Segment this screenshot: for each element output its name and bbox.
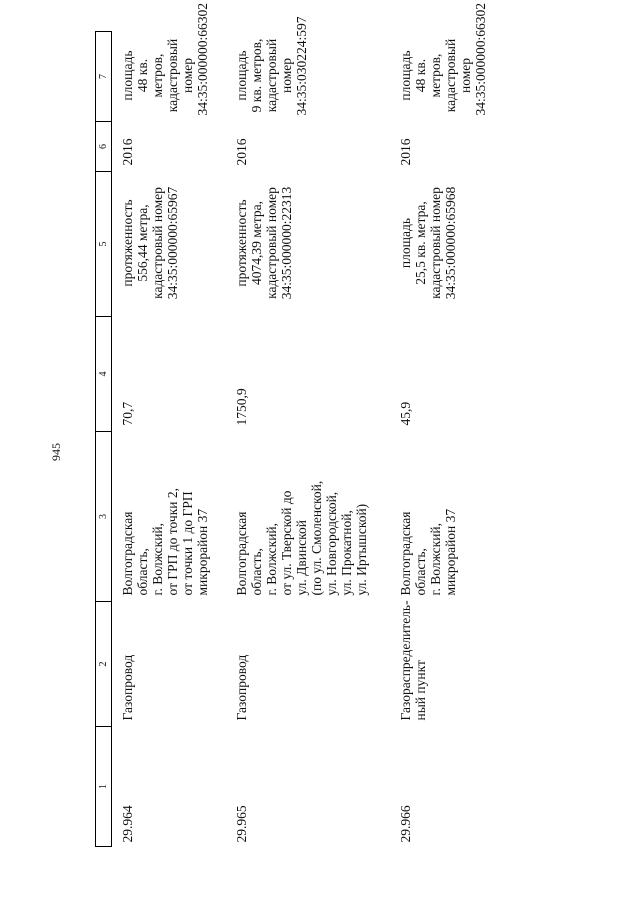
extra-line: 48 кв. метров, [413,53,443,98]
object-year: 2016 [398,138,413,166]
object-extra [112,2,227,122]
table-row [112,32,227,847]
address-line: Волгоградская [398,511,413,596]
address-line: ул. Двинской [294,519,309,596]
address-line: г. Волжский, [428,522,443,596]
object-year: 2016 [120,138,135,166]
address-line: ул. Новгородской, [324,491,339,596]
extra-line: 34:35:000000:66302 [473,2,488,116]
header-row [96,32,112,847]
col-header-4: 4 [96,317,112,432]
characteristics-line: 4074,39 метра, [249,201,264,285]
object-name: Газораспределитель-ный пункт [398,600,428,721]
address-line: ул. Иртышской) [354,503,369,596]
extra-line: кадастровый номер [443,38,473,113]
row-number: 29.966 [398,805,413,843]
object-address [112,432,227,602]
characteristics-line: 34:35:000000:22313 [279,186,294,300]
extra-line: площадь [234,50,249,101]
extra-line: 48 кв. метров, [135,53,165,98]
object-value: 1750,9 [234,388,249,426]
extra-line: 9 кв. метров, [249,38,264,113]
characteristics-line: кадастровый номер [428,187,443,299]
characteristics-line: 25,5 кв. метра, [413,201,428,285]
address-line: область, [249,548,264,596]
object-value: 70,7 [120,401,135,426]
characteristics-line: площадь [398,217,413,269]
col-header-6: 6 [96,122,112,172]
address-line: микрорайон 37 [443,508,458,596]
address-line: от ГРП до точки 2, [165,488,180,596]
extra-line: 34:35:030224:597 [294,16,309,116]
object-characteristics [112,172,227,317]
object-extra [390,2,524,122]
characteristics-line: кадастровый номер [150,187,165,299]
object-address [390,432,524,602]
address-line: г. Волжский, [264,522,279,596]
col-header-2: 2 [96,602,112,727]
object-name: Газопровод [234,654,249,721]
address-line: Волгоградская [120,511,135,596]
address-line: область, [413,548,428,596]
col-header-1: 1 [96,727,112,847]
extra-line: кадастровый номер [165,38,195,113]
col-header-7: 7 [96,32,112,122]
characteristics-line: кадастровый номер [264,187,279,299]
characteristics-line: протяженность [120,199,135,287]
table-row [226,32,390,847]
address-line: от ул. Тверской до [279,490,294,596]
extra-line: 34:35:000000:66302 [195,2,210,116]
object-value: 45,9 [398,401,413,426]
object-address [226,432,390,602]
property-table [95,2,524,847]
characteristics-line: 34:35:000000:65967 [165,186,180,300]
object-characteristics [226,172,390,317]
col-header-3: 3 [96,432,112,602]
col-header-5: 5 [96,172,112,317]
object-name: Газопровод [120,654,135,721]
row-number: 29.965 [234,805,249,843]
extra-line: кадастровый номер [264,38,294,113]
rotated-table-container [95,2,600,847]
object-characteristics [390,172,524,317]
row-number: 29.964 [120,805,135,843]
characteristics-line: 34:35:000000:65968 [443,186,458,300]
characteristics-line: 556,44 метра, [135,204,150,282]
address-line: г. Волжский, [150,522,165,596]
extra-line: площадь [398,50,413,101]
extra-line: площадь [120,50,135,101]
address-line: от точки 1 до ГРП [180,491,195,596]
object-year: 2016 [234,138,249,166]
address-line: ул. Прокатной, [339,510,354,596]
address-line: (по ул. Смоленской, [309,480,324,596]
address-line: микрорайон 37 [195,508,210,596]
object-extra [226,16,390,122]
address-line: область, [135,548,150,596]
address-line: Волгоградская [234,511,249,596]
page-number: 945 [49,443,63,461]
table-row [390,32,524,847]
characteristics-line: протяженность [234,199,249,287]
